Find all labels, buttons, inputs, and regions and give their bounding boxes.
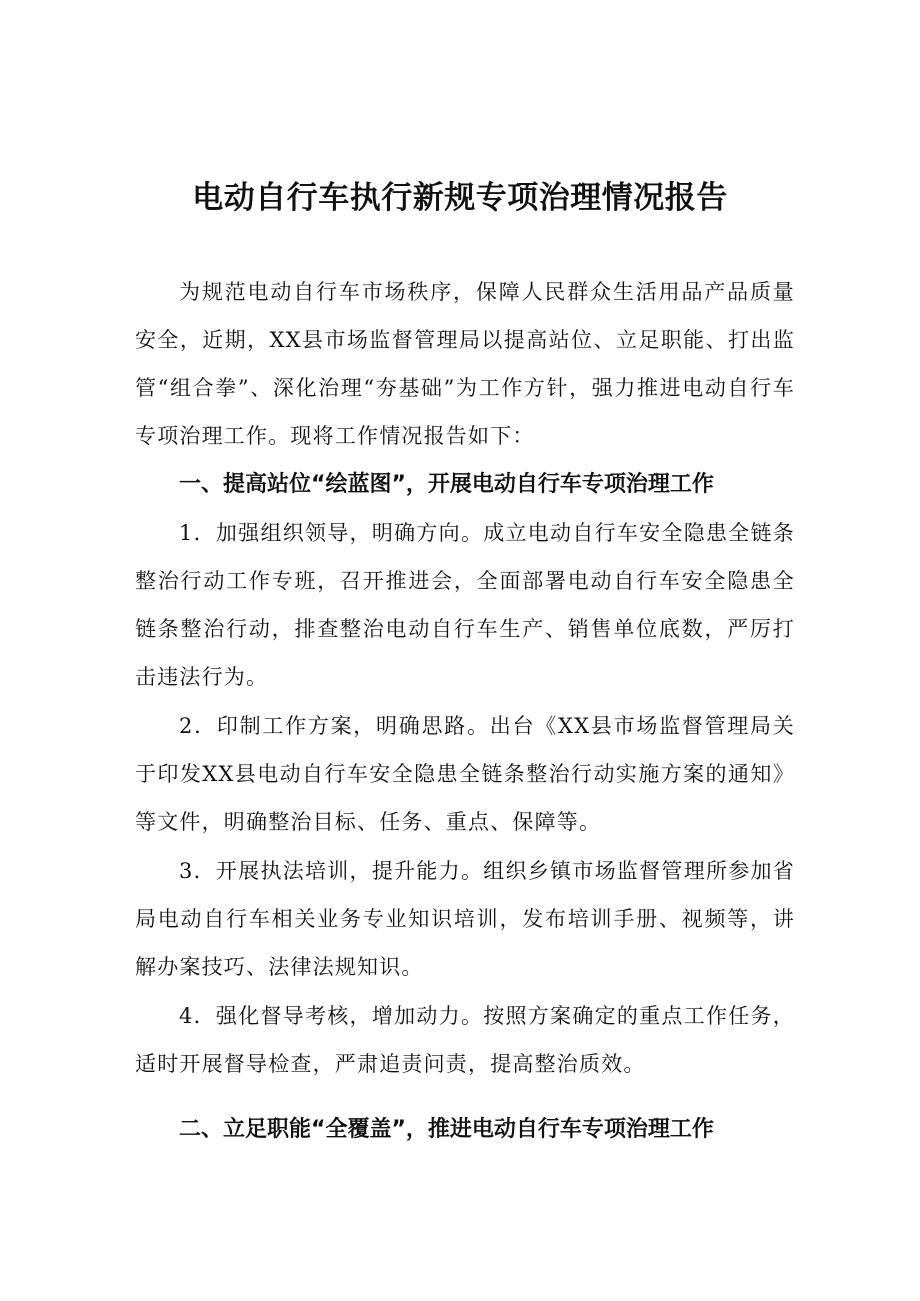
item-paragraph-1: 1．加强组织领导，明确方向。成立电动自行车安全隐患全链条整治行动工作专班，召开推进会，全面部署电动自行车安全隐患全链条整治行动，排查整治电动自行车生产、销售单位底数，严厉打击违法行为。 (135, 521, 795, 689)
item-paragraph-4: 4．强化督导考核，增加动力。按照方案确定的重点工作任务，适时开展督导检查，严肃追责问责，提高整治质效。 (135, 1004, 795, 1076)
document-title: 电动自行车执行新规专项治理情况报告 (192, 180, 728, 216)
intro-paragraph: 为规范电动自行车市场秩序，保障人民群众生活用品产品质量安全，近期，XX县市场监督管理局以提高站位、立足职能、打出监管“组合拳”、深化治理“夯基础”为工作方针，强力推进电动自行车专项治理工作。现将工作情况报告如下： (135, 280, 795, 448)
section-1-heading: 一、提高站位“绘蓝图”，开展电动自行车专项治理工作 (179, 472, 714, 497)
section-2-heading: 二、立足职能“全覆盖”，推进电动自行车专项治理工作 (179, 1117, 714, 1142)
item-paragraph-3: 3．开展执法培训，提升能力。组织乡镇市场监督管理所参加省局电动自行车相关业务专业知识培训，发布培训手册、视频等，讲解办案技巧、法律法规知识。 (135, 859, 795, 979)
item-paragraph-2: 2．印制工作方案，明确思路。出台《XX县市场监督管理局关于印发XX县电动自行车安全隐患全链条整治行动实施方案的通知》等文件，明确整治目标、任务、重点、保障等。 (135, 714, 795, 834)
